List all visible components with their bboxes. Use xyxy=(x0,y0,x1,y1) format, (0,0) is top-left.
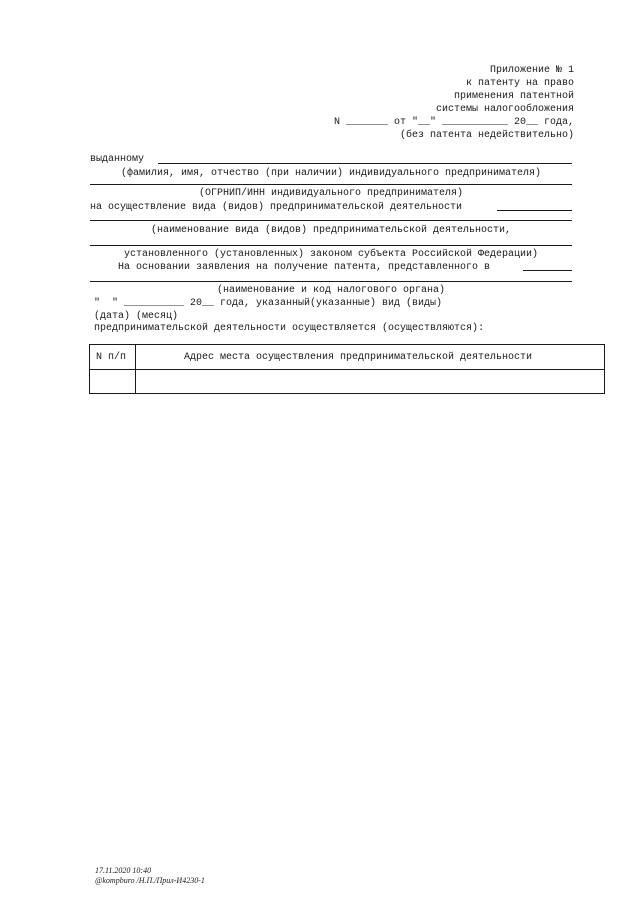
activity-underline-full xyxy=(90,220,572,221)
tax-org-caption: (наименование и код налогового органа) xyxy=(216,285,446,296)
table-row-divider xyxy=(90,369,604,370)
law-caption: установленного (установленных) законом субъекта Российской Федерации) xyxy=(123,249,539,260)
table-header-number: N п/п xyxy=(96,352,127,363)
fio-caption: (фамилия, имя, отчество (при наличии) индивидуального предпринимателя) xyxy=(120,168,542,179)
footer-reference: @kompburo /Н.П./Прил-И4230-1 xyxy=(95,876,205,885)
activity-caption: (наименование вида (видов) предпринимательской деятельности, xyxy=(150,225,512,236)
tax-org-underline xyxy=(90,281,572,282)
footer-timestamp: 17.11.2020 10:40 xyxy=(95,866,152,875)
patent-number-date-line: N _______ от "__" ___________ 20__ года, xyxy=(333,117,574,128)
ogrnip-caption: (ОГРНИП/ИНН индивидуального предпринимателя) xyxy=(198,188,464,199)
law-underline xyxy=(90,245,572,246)
issued-label: выданному xyxy=(90,154,145,165)
ogrnip-underline xyxy=(90,184,572,185)
appendix-title: Приложение № 1 xyxy=(489,65,574,76)
activity-line: на осуществление вида (видов) предпринимательской деятельности xyxy=(90,202,463,213)
activity-place-line: предпринимательской деятельности осуществляется (осуществляются): xyxy=(94,323,485,334)
basis-line: На основании заявления на получение патента, представленного в xyxy=(118,262,491,273)
date-caption: (дата) (месяц) xyxy=(94,311,179,322)
activity-underline xyxy=(497,210,572,211)
date-line: " " __________ 20__ года, указанный(указанные) вид (виды) xyxy=(94,298,443,309)
validity-note: (без патента недействительно) xyxy=(399,130,574,141)
table-header-address: Адрес места осуществления предпринимательской деятельности xyxy=(184,352,533,363)
appendix-subtitle-line: системы налогообложения xyxy=(435,104,574,115)
appendix-subtitle-line: применения патентной xyxy=(453,91,574,102)
basis-underline xyxy=(523,270,572,271)
appendix-subtitle-line: к патенту на право xyxy=(465,78,574,89)
address-table xyxy=(89,344,605,394)
fio-underline xyxy=(158,163,572,164)
